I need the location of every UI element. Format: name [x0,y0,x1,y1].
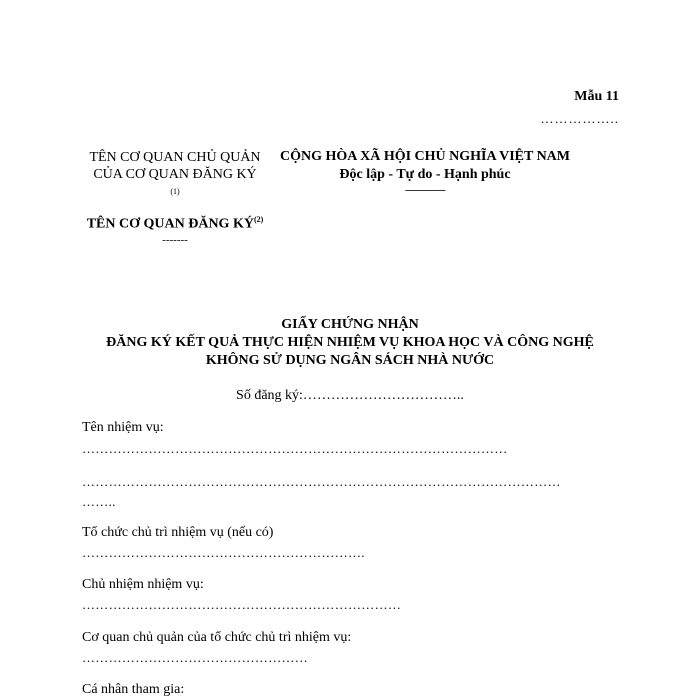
registering-agency-text: TÊN CƠ QUAN ĐĂNG KÝ [86,216,254,232]
right-separator: --------------- [405,184,445,196]
task-name-dots-1: …………………………………………………………………………………… [82,441,508,456]
form-number-dots: …………….. [540,111,619,126]
title-line-1: GIẤY CHỨNG NHẬN [281,317,419,332]
registering-agency-name [70,210,280,235]
left-header [70,149,280,249]
country-name: CỘNG HÒA XÃ HỘI CHỦ NGHĨA VIỆT NAM [279,149,570,164]
note-1 [70,183,280,205]
host-org-label: Tổ chức chủ trì nhiệm vụ (nếu có) [82,525,274,540]
task-name-dots-2: ……………………………………………………………………………………………… [82,474,561,489]
task-name-dots-3: …….. [82,494,116,509]
note-1-marker: (1) [170,187,180,196]
document-title [0,316,700,370]
parent-agency-line2-text: CỦA CƠ QUAN ĐĂNG KÝ [93,167,257,182]
host-org-dots: ………………………………………………………. [82,545,365,560]
left-separator: ------- [162,234,188,247]
form-number: Mẫu 11 [574,89,619,104]
parent-agency-dots: …………………………………………… [82,650,309,665]
title-line-3: KHÔNG SỬ DỤNG NGÂN SÁCH NHÀ NƯỚC [205,353,495,368]
national-motto: Độc lập - Tự do - Hạnh phúc [339,167,511,182]
parent-agency-line1: TÊN CƠ QUAN CHỦ QUẢN [89,150,261,165]
title-line-2: ĐĂNG KÝ KẾT QUẢ THỰC HIỆN NHIỆM VỤ KHOA HỌC VÀ CÔNG NGHỆ [106,335,594,350]
right-header [250,148,600,199]
parent-agency-line2 [70,166,280,183]
task-name-label: Tên nhiệm vụ: [82,420,164,435]
leader-label: Chủ nhiệm nhiệm vụ: [82,577,204,592]
parent-agency-label: Cơ quan chủ quản của tổ chức chủ trì nhiệm vụ: [82,630,352,645]
leader-dots: ……………………………………………………………… [82,597,402,612]
registration-number: Số đăng ký:…………………………….. [236,388,464,403]
note-2-marker: (2) [253,214,264,224]
participants-label: Cá nhân tham gia: [82,682,185,697]
